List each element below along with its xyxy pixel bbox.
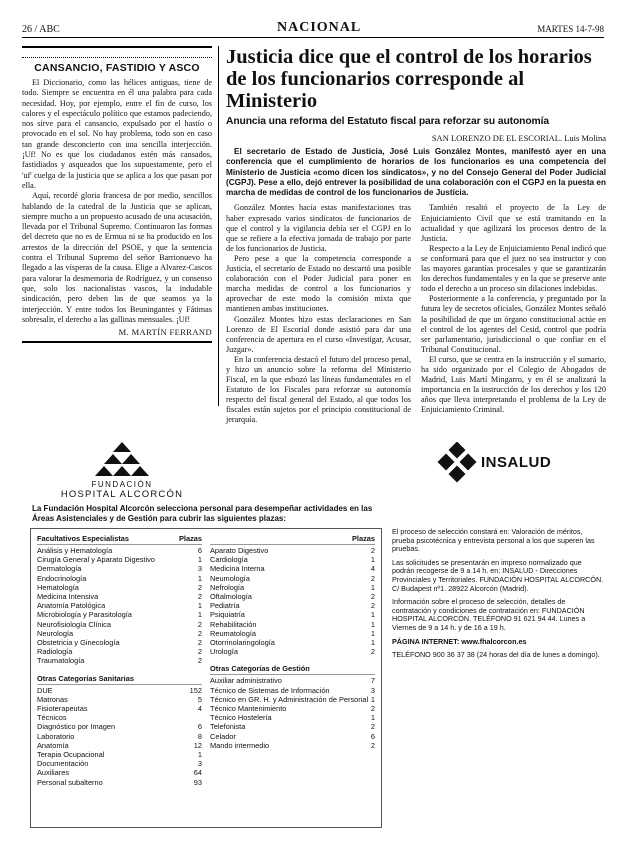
positions-table-right	[210, 534, 375, 787]
position-count: 93	[193, 777, 202, 787]
position-count: 2	[370, 722, 375, 732]
position-name: Dermatología	[37, 564, 82, 574]
fundacion-logo	[52, 440, 192, 500]
info-paragraph: TELÉFONO 900 36 37 38 (24 horas del día de lunes a domingo).	[392, 650, 600, 660]
position-count: 1	[197, 555, 202, 565]
table-row	[210, 564, 375, 573]
table-row	[37, 574, 202, 583]
position-name: Neumología	[210, 573, 250, 583]
position-name: Técnico Mantenimiento	[210, 704, 287, 714]
main-article	[226, 46, 606, 425]
table-row	[210, 555, 375, 564]
info-paragraph: Información sobre el proceso de selección, detalles de contratación y condiciones de contratación en: FUNDACIÓN HOSPITAL ALCORCÓN. TELÉFONO 91 621 94 44. Lunes a Viernes de 9 a 14 h. y de 16 a 19 h.	[392, 597, 586, 632]
table-row	[37, 722, 202, 731]
table-header	[210, 534, 375, 545]
insalud-mark-icon	[437, 442, 477, 484]
table-row	[37, 564, 202, 573]
article-paragraph: El curso, que se centra en la instrucción y el sumario, ha sido organizado por el Colegio de Abogados de Madrid, Luis Martí Mingarro, y en él se analizará la importancia en la instrucción de los derechos y los 120 años que lleva interpretando el problema de la Ley de Enjuiciamiento Criminal.	[421, 354, 606, 415]
opinion-column	[22, 46, 212, 406]
table-row	[210, 574, 375, 583]
position-name: Reumatología	[210, 628, 257, 638]
table-row	[37, 592, 202, 601]
table-row	[210, 583, 375, 592]
position-name: Auxiliar administrativo	[210, 676, 282, 686]
position-name: Hematología	[37, 582, 79, 592]
table-row	[210, 620, 375, 629]
position-name: Microbiología y Parasitología	[37, 610, 132, 620]
position-name: Personal subalterno	[37, 777, 103, 787]
position-count: 1	[197, 573, 202, 583]
position-count: 1	[370, 619, 375, 629]
ad-intro: La Fundación Hospital Alcorcón selecciona personal para desempeñar actividades en las Áreas Asistenciales y de Gestión para cubrir las siguientes plazas:	[32, 504, 373, 523]
position-name: Aparato Digestivo	[210, 546, 269, 555]
article-byline: SAN LORENZO DE EL ESCORIAL. Luis Molina	[431, 133, 606, 143]
position-count: 1	[197, 750, 202, 760]
position-name: Rehabilitación	[210, 619, 257, 629]
table-row	[210, 610, 375, 619]
logo-line-1: FUNDACIÓN	[91, 480, 153, 489]
position-name: Radiología	[37, 647, 73, 657]
column-rule	[22, 46, 212, 58]
position-count: 1	[370, 555, 375, 565]
article-paragraph: Posteriormente a la conferencia, y preguntado por la futura ley de secretos oficiales, González Montes señaló la posibilidad de que un órgano constitucional actúe en el control de los agentes del Cesid, control que podría ser parlamentario, jurisdiccional o que confiar en el Tribunal Constitucional.	[421, 294, 606, 354]
position-name: Medicina Interna	[210, 564, 265, 574]
table-row	[210, 695, 375, 704]
position-count: 3	[370, 685, 375, 695]
position-count: 2	[370, 601, 375, 611]
table-row	[37, 601, 202, 610]
article-deck: Anuncia una reforma del Estatuto fiscal para reforzar su autonomía	[226, 116, 549, 127]
hospital-logo-icon	[93, 440, 151, 478]
position-name: Terapia Ocupacional	[37, 750, 105, 760]
position-count: 4	[370, 564, 375, 574]
table-row	[37, 546, 202, 555]
position-name: Obstetricia y Ginecología	[37, 638, 120, 648]
table-row	[210, 741, 375, 750]
position-count: 2	[370, 740, 375, 750]
position-count: 12	[193, 740, 202, 750]
table-row	[210, 704, 375, 713]
table-row	[210, 638, 375, 647]
table-row	[210, 686, 375, 695]
position-name: Cirugía General y Aparato Digestivo	[37, 555, 155, 565]
table-row	[37, 704, 202, 713]
position-count: 4	[197, 704, 202, 714]
column-paragraph: Aquí, recordé gloria francesa de por medio, sencillos hablando de la catedral de la Justicia que se aplican, siempre mucho a un propuesto acusado de una acusación, llevada por el Tribunal Supremo. Continuaron las formas del decreto que no es de Ermua ni se ha producido en los arrestos de la dirección del PSOE, y que la sentencia contra el Tribunal Supremo del señor Barrionuevo ha llegado a las vísperas de la causa. Elige a Alvarez-Cascos para valorar la desmemoria de Rodríguez, y un consenso que, solo los nacionalistas vascos, la indudable sindicación, pero deben las de que seamos ya la interjección. Y entre todos los Beuningantes y Fátimas sobresalir, el derecho a las gallinas mensuales. ¡Uf!	[22, 191, 212, 324]
table-row	[37, 768, 202, 777]
ad-info	[392, 528, 606, 665]
section-title: NACIONAL	[277, 20, 362, 35]
article-paragraph: También resaltó el proyecto de la Ley de Enjuiciamiento Civil que se está tramitando en la actualidad y que agilizará los procesos dentro de la Justicia.	[421, 203, 606, 243]
position-name: Matronas	[37, 694, 68, 704]
table-head-label: Otras Categorías de Gestión	[210, 664, 310, 674]
article-paragraph: Respecto a la Ley de Enjuiciamiento Penal indicó que se conformará para que el juez no sea instructor y con las mayores garantías procesales y que se garantizarán los derechos fundamentales y en la que se preserve ante todo el derecho a un proceso sin dilaciones indebidas.	[421, 243, 606, 294]
article-lead: El secretario de Estado de Justicia, José Luis González Montes, manifestó ayer en una conferencia que el cumplimiento de horarios de los funcionarios es una competencia del Ministerio de Justicia «como dicen los sindicatos», y no del Consejo General del Poder Judicial (CGPJ). Pese a ello, dejó entrever la posibilidad de una colaboración con el CGPJ en la puesta en marcha de medidas de control de los funcionarios de Justicia.	[226, 147, 606, 198]
position-count: 1	[370, 610, 375, 620]
article-paragraph: En la conferencia destacó el futuro del proceso penal, y hizo un anuncio sobre la reforma del Ministerio Fiscal, en la que esbozó las líneas fundamentales en el Estatuto de los Fiscales para reforzar su autonomía respecto del fiscal general del Estado, al que todos los fiscales están sujetos por el principio constitucional de jerarquía.	[226, 354, 411, 425]
position-count: 2	[197, 582, 202, 592]
position-count: 2	[370, 647, 375, 657]
plazas-label: Plazas	[351, 534, 375, 543]
position-name: Técnicos	[37, 713, 67, 723]
position-name: Endocrinología	[37, 573, 87, 583]
position-name: Celador	[210, 731, 236, 741]
table-row	[37, 656, 202, 665]
position-name: Nefrología	[210, 582, 245, 592]
table-row	[210, 546, 375, 555]
info-paragraph: PÁGINA INTERNET: www.fhalcorcon.es	[392, 636, 527, 646]
table-head-label: Facultativos Especialistas	[37, 534, 130, 543]
position-count: 1	[370, 582, 375, 592]
position-count: 2	[197, 647, 202, 657]
table-row	[37, 647, 202, 656]
column-paragraph: El Diccionario, como las hélices antiguas, tiene de todo. Siempre se encuentra en él una palabra para cada necesidad. Hoy, por ejemplo, entre el fin de curso, los calores y el espectáculo político que estamos padeciendo, nos sirve para el cansancio, expulsado por el hastío o provocado en el sol. No hay problema, todo son en caso tan grande desconcierto con una sencilla interjección. ¡Uf! No es que los ciudadanos estén más cansados, fastidiados y asqueados que los supuestamente, pero el 'uf' cuelga de la justicia que se aplica a los que pasan por ella.	[22, 78, 212, 190]
position-count: 1	[197, 601, 202, 611]
table-header	[37, 534, 202, 545]
article-paragraph: González Montes hacía estas manifestaciones tras haber expresado varios sindicatos de funcionarios de que el control y la vigilancia debía ser el CGPJ en lo que se refiere a la efectiva jornada de trabajo por parte de los funcionarios de Justicia.	[226, 203, 411, 253]
table-row	[37, 713, 202, 722]
table-row	[210, 732, 375, 741]
position-count: 2	[197, 619, 202, 629]
article-headline: Justicia dice que el control de los horarios de los funcionarios corresponde al Ministerio	[226, 46, 592, 112]
table-row	[37, 686, 202, 695]
table-row	[210, 601, 375, 610]
position-count: 8	[197, 731, 202, 741]
table-row	[37, 610, 202, 619]
table-row	[37, 695, 202, 704]
position-count: 3	[197, 564, 202, 574]
position-count: 2	[370, 592, 375, 602]
position-count: 1	[197, 610, 202, 620]
position-name: Telefonista	[210, 722, 246, 732]
position-count: 3	[197, 759, 202, 769]
position-name: Urología	[210, 647, 238, 657]
position-name: Pediatría	[210, 601, 240, 611]
article-paragraph: Pero pese a que la competencia corresponde a Justicia, el secretario de Estado no descartó una posible colaboración con el Poder Judicial para poner en marcha medidas de control a los funcionarios y aprovechar de este modo la comisión mixta que mantienen ambas instituciones.	[226, 253, 411, 314]
info-paragraph: El proceso de selección constará en: Valoración de méritos, prueba psicotécnica y entrevista personal a los que superen las pruebas.	[392, 527, 595, 554]
table-row	[37, 759, 202, 768]
position-count: 2	[197, 592, 202, 602]
article-column-2	[421, 203, 606, 425]
table-row	[37, 555, 202, 564]
position-name: Auxiliares	[37, 768, 70, 778]
position-count: 64	[193, 768, 202, 778]
table-row	[37, 629, 202, 638]
table-row	[37, 583, 202, 592]
position-count: 2	[197, 638, 202, 648]
position-name: Neurología	[37, 628, 74, 638]
table-header	[37, 674, 202, 685]
table-row	[210, 713, 375, 722]
position-name: Laboratorio	[37, 731, 75, 741]
table-row	[37, 750, 202, 759]
position-name: Técnico Hostelería	[210, 713, 272, 723]
position-count: 5	[197, 694, 202, 704]
position-name: Técnico en GR. H. y Administración de Personal	[210, 694, 369, 704]
table-row	[37, 741, 202, 750]
position-count: 1	[370, 628, 375, 638]
position-count: 6	[197, 722, 202, 732]
position-count: 7	[370, 676, 375, 686]
position-count: 2	[370, 573, 375, 583]
position-name: Anatomía	[37, 740, 69, 750]
positions-box	[30, 528, 382, 828]
position-name: Neurofisiología Clínica	[37, 619, 111, 629]
article-columns	[226, 203, 606, 425]
table-row	[210, 592, 375, 601]
info-paragraph: Las solicitudes se presentarán en impreso normalizado que podrán recogerse de 9 a 14 h. en: INSALUD - Direcciones Provinciales y Territoriales. FUNDACIÓN HOSPITAL ALCORCÓN. C/ Budapest nº1. 28922 Alcorcón (Madrid).	[392, 557, 604, 593]
position-count: 2	[370, 546, 375, 555]
position-name: Mando intermedio	[210, 740, 270, 750]
job-advertisement	[22, 440, 606, 840]
column-title: CANSANCIO, FASTIDIO Y ASCO	[34, 62, 200, 74]
position-count: 6	[370, 731, 375, 741]
table-row	[210, 647, 375, 656]
article-paragraph: González Montes hizo estas declaraciones en San Lorenzo de El Escorial donde asistió para dar una conferencia de apertura en el curso «Investigar, Acusar, Juzgar».	[226, 314, 411, 354]
column-body	[22, 78, 212, 325]
position-name: Diagnóstico por Imagen	[37, 722, 116, 732]
position-name: DUE	[37, 685, 53, 695]
position-count: 2	[197, 656, 202, 666]
insalud-wordmark: INSALUD	[481, 454, 552, 471]
table-row	[37, 620, 202, 629]
position-name: Fisioterapeutas	[37, 704, 88, 714]
position-count: 1	[370, 638, 375, 648]
masthead	[22, 22, 604, 38]
positions-table-left	[37, 534, 202, 787]
position-name: Oftalmología	[210, 592, 252, 602]
issue-date: MARTES 14-7-98	[537, 24, 604, 34]
position-count: 6	[197, 546, 202, 555]
page-number: 26 / ABC	[22, 24, 60, 35]
article-column-1	[226, 203, 411, 425]
position-name: Técnico de Sistemas de Información	[210, 685, 330, 695]
table-row	[37, 638, 202, 647]
column-divider	[218, 46, 219, 406]
logo-line-2: HOSPITAL ALCORCÓN	[60, 489, 184, 500]
table-row	[37, 778, 202, 787]
table-row	[37, 732, 202, 741]
position-count: 2	[197, 628, 202, 638]
insalud-logo	[437, 442, 557, 490]
position-name: Anatomía Patológica	[37, 601, 106, 611]
position-name: Otorrinolaringología	[210, 638, 275, 648]
table-row	[210, 629, 375, 638]
position-count: 1	[370, 713, 375, 723]
table-row	[210, 722, 375, 731]
position-name: Análisis y Hematología	[37, 546, 113, 555]
column-signature: M. MARTÍN FERRAND	[22, 327, 212, 343]
position-count: 152	[189, 685, 202, 695]
table-head-label: Otras Categorías Sanitarias	[37, 673, 134, 683]
position-count: 1	[370, 694, 375, 704]
position-name: Medicina Intensiva	[37, 592, 99, 602]
table-row	[210, 676, 375, 685]
position-name: Cardiología	[210, 555, 248, 565]
table-header	[210, 664, 375, 675]
position-name: Psiquiatría	[210, 610, 245, 620]
plazas-label: Plazas	[178, 534, 202, 543]
position-count: 2	[370, 704, 375, 714]
position-name: Traumatología	[37, 656, 85, 666]
position-name: Documentación	[37, 759, 89, 769]
